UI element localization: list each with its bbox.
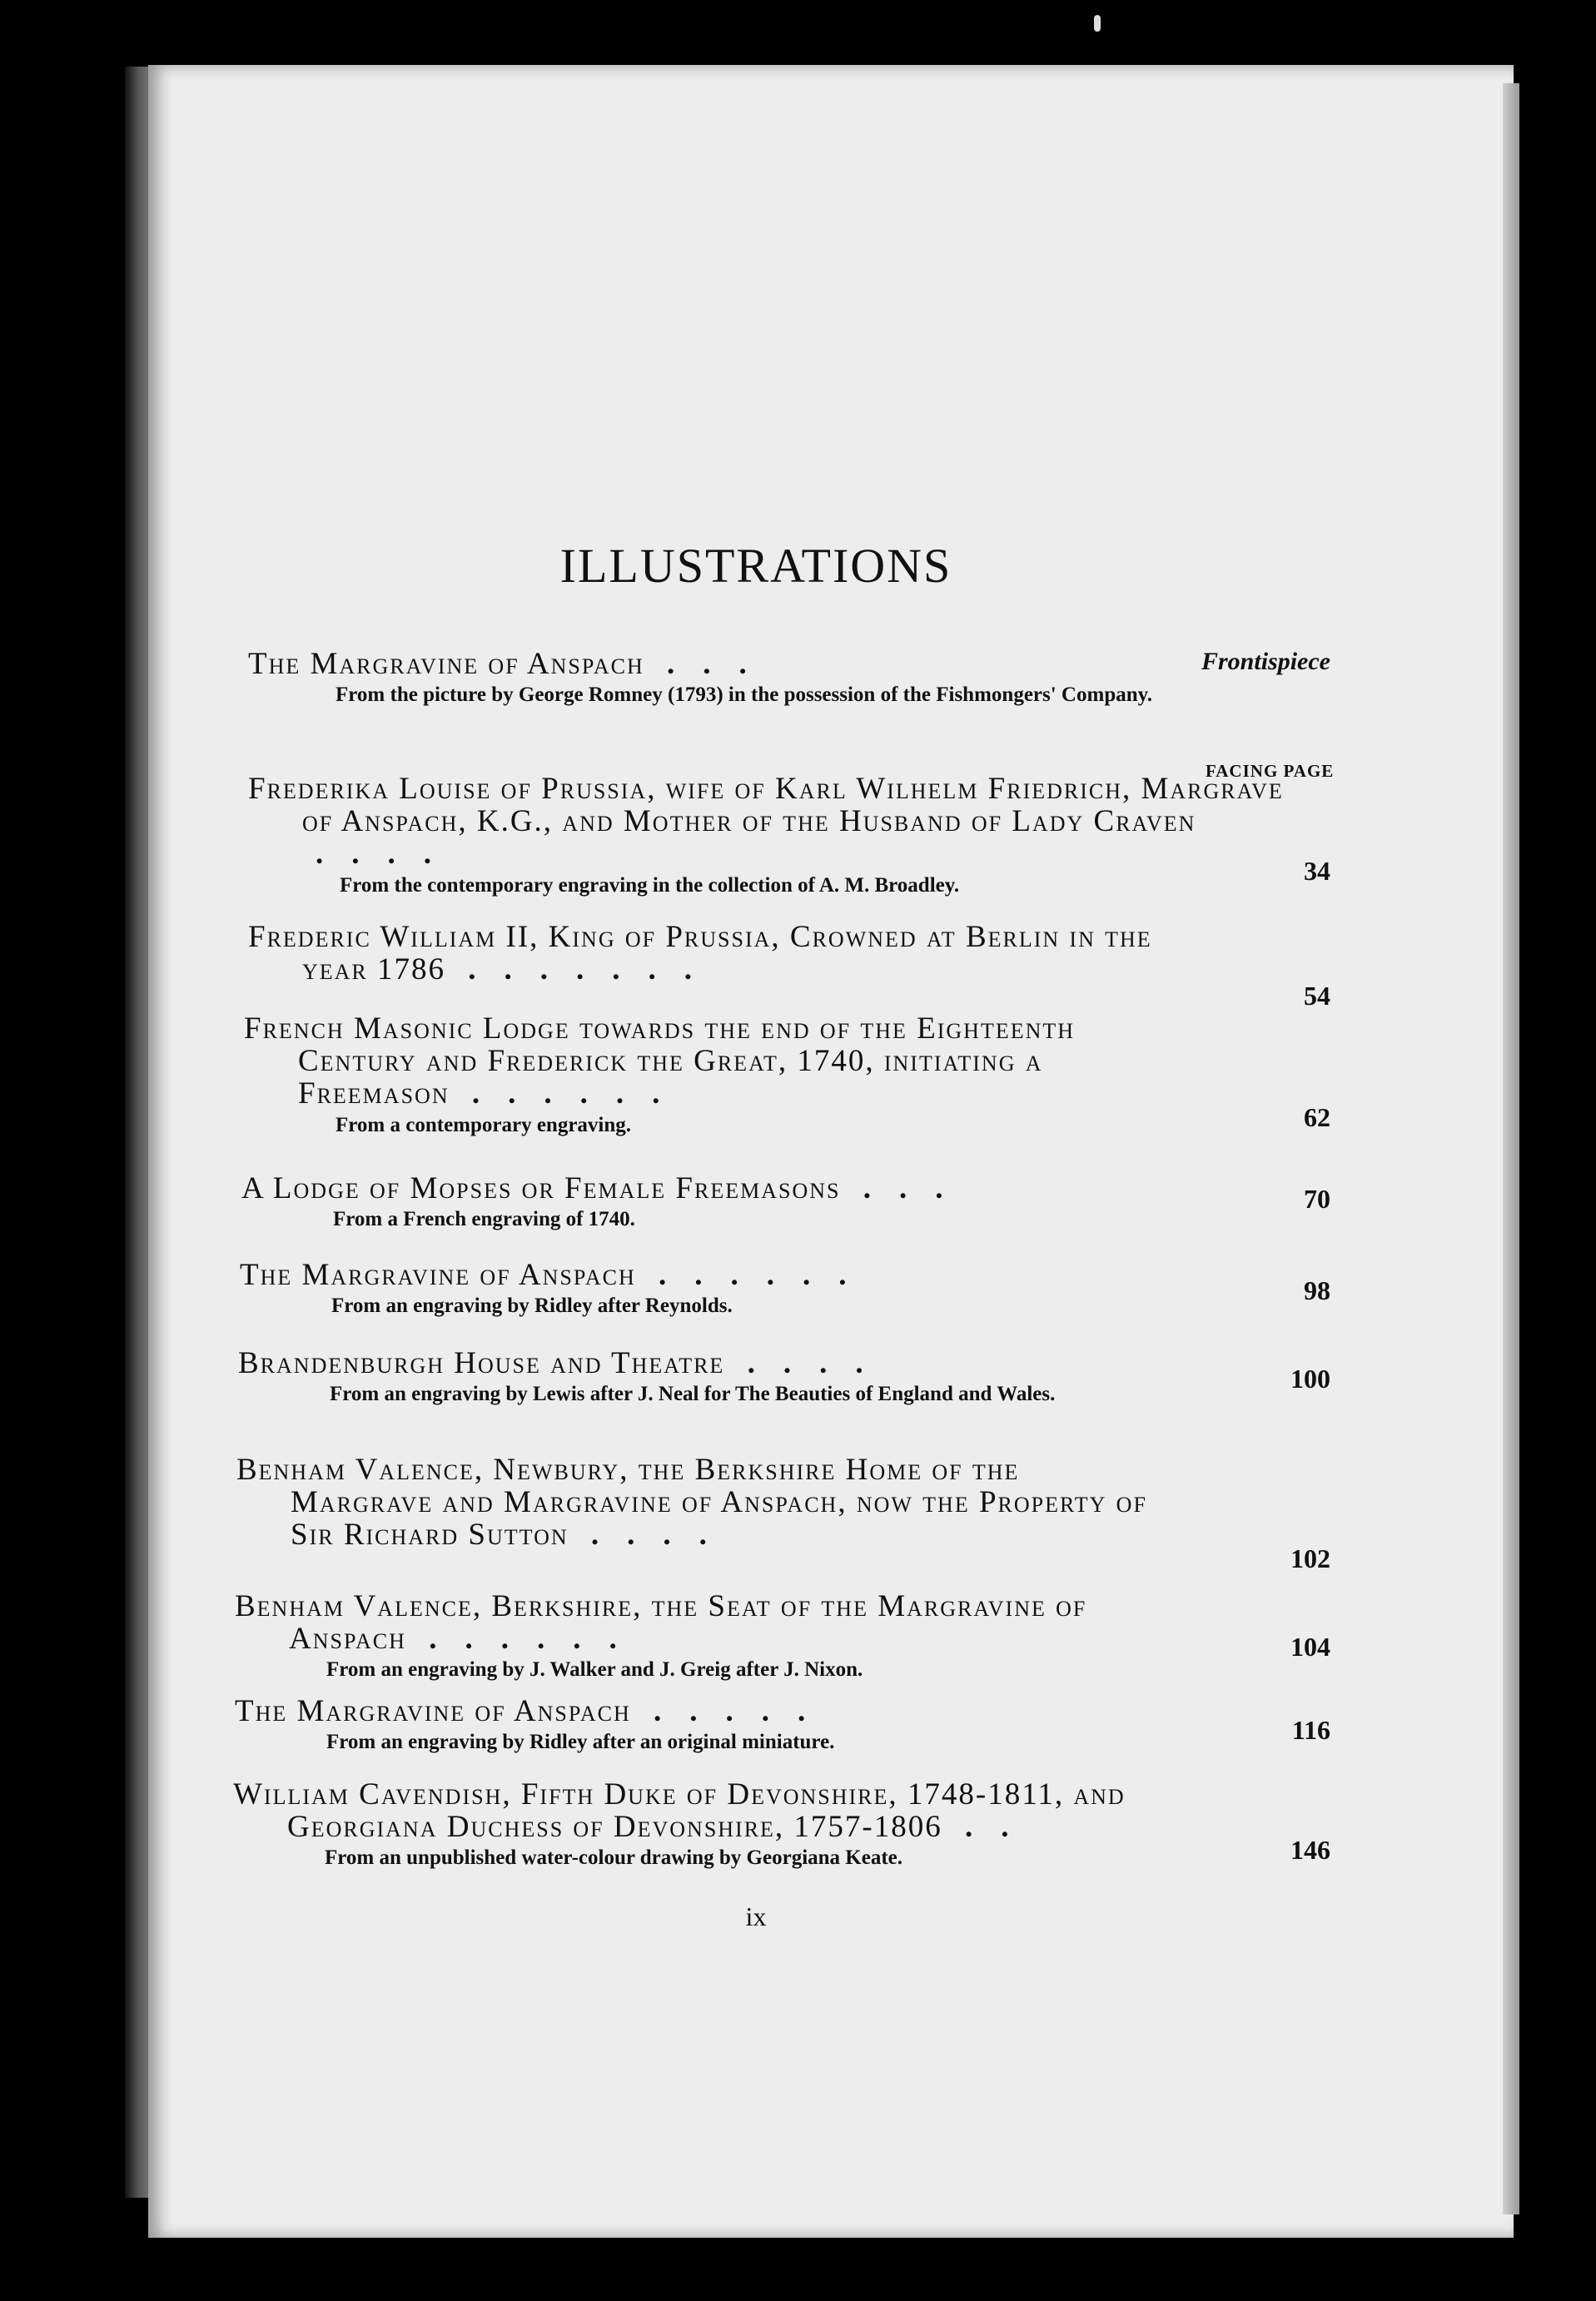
leader-dots: ....	[590, 1518, 735, 1553]
leader-dots: ......	[659, 1258, 875, 1292]
entry-title	[236, 1454, 1165, 1552]
entry-page: Frontispiece	[1201, 648, 1330, 675]
facing-page-label: FACING PAGE	[1206, 761, 1335, 781]
page-edge	[1503, 83, 1519, 2214]
illustration-entry	[236, 1453, 1330, 1573]
leader-dots: .....	[654, 1694, 834, 1728]
illustration-entry	[238, 1347, 1330, 1406]
entry-page: 54	[1304, 981, 1330, 1011]
illustration-entry	[235, 1695, 1330, 1754]
leader-dots: ..	[965, 1810, 1037, 1845]
entry-title	[241, 1172, 1330, 1205]
entry-note: From an engraving by J. Walker and J. Greig after J. Nixon.	[326, 1658, 863, 1682]
illustration-entry	[241, 1172, 1330, 1231]
entry-title-text: Brandenburgh House and Theatre	[238, 1346, 725, 1380]
entry-note: From an unpublished water-colour drawing by Georgiana Keate.	[325, 1846, 903, 1870]
entry-page: 62	[1304, 1102, 1330, 1132]
entry-title-text: The Margravine of Anspach	[235, 1694, 631, 1728]
entry-title-text: Benham Valence, Newbury, the Berkshire Home of the Margrave and Margravine of Anspach, now the Property of Sir Richard Sutton	[236, 1453, 1147, 1553]
illustration-entry	[240, 1259, 1330, 1318]
entry-title-text: Benham Valence, Berkshire, the Seat of the Margravine of Anspach	[235, 1589, 1087, 1657]
entry-page: 146	[1290, 1835, 1330, 1865]
illustration-entry	[235, 1590, 1330, 1682]
entry-title	[235, 1695, 1330, 1727]
page-title: ILLUSTRATIONS	[559, 539, 952, 593]
entry-page: 102	[1290, 1543, 1330, 1573]
leader-dots: ......	[429, 1622, 645, 1657]
entry-title-text: The Margravine of Anspach	[240, 1258, 636, 1292]
scan-speck	[1094, 15, 1101, 32]
leader-dots: ......	[471, 1076, 689, 1111]
entry-note: From a French engraving of 1740.	[333, 1208, 635, 1231]
entry-title	[240, 1259, 1330, 1291]
entry-title	[248, 921, 1185, 986]
leader-dots: ....	[747, 1346, 892, 1380]
leader-dots: .......	[468, 952, 721, 987]
entry-title	[233, 1778, 1170, 1843]
illustration-entry	[244, 1012, 1330, 1137]
entry-note: From an engraving by Ridley after an original miniature.	[326, 1731, 835, 1754]
entry-title	[238, 1347, 1330, 1379]
entry-note: From an engraving by Ridley after Reynolds.	[331, 1295, 733, 1318]
entry-page: 70	[1304, 1184, 1330, 1214]
entry-title	[248, 773, 1293, 871]
entry-title-text: William Cavendish, Fifth Duke of Devonshire, 1748-1811, and Georgiana Duchess of Devonshire, 1757-1806	[233, 1777, 1126, 1845]
page-number: ix	[745, 1901, 767, 1931]
entry-title-text: A Lodge of Mopses or Female Freemasons	[241, 1171, 841, 1205]
illustration-entry	[248, 920, 1330, 1011]
entry-title-text: The Margravine of Anspach	[248, 647, 644, 681]
illustration-entry	[248, 773, 1330, 897]
entry-note: From the picture by George Romney (1793) in the possession of the Fishmongers' Company.	[336, 683, 1152, 707]
entry-title	[235, 1590, 1171, 1655]
entry-title-text: Frederika Louise of Prussia, wife of Karl Wilhelm Friedrich, Margrave of Anspach, K.G., and Mother of the Husband of Lady Craven	[248, 772, 1284, 839]
entry-page: 100	[1290, 1364, 1330, 1394]
entry-page: 98	[1304, 1275, 1330, 1305]
illustration-entry	[233, 1778, 1330, 1870]
entry-title-text: Frederic William II, King of Prussia, Crowned at Berlin in the year 1786	[248, 920, 1152, 987]
entry-note: From an engraving by Lewis after J. Neal for The Beauties of England and Wales.	[330, 1383, 1056, 1406]
entry-title	[248, 648, 1330, 680]
book-page	[148, 65, 1514, 2238]
leader-dots: ...	[863, 1171, 972, 1205]
leader-dots: ...	[667, 647, 775, 681]
entry-page: 34	[1304, 856, 1330, 886]
leader-dots: ....	[316, 837, 460, 872]
entry-note: From the contemporary engraving in the collection of A. M. Broadley.	[340, 873, 960, 897]
entry-title	[244, 1012, 1197, 1111]
entry-page: 116	[1291, 1715, 1330, 1745]
illustration-entry	[248, 648, 1330, 707]
entry-page: 104	[1290, 1632, 1330, 1662]
entry-title-text: French Masonic Lodge towards the end of the Eighteenth Century and Frederick the Great, 1740, initiating a Freemason	[244, 1011, 1076, 1111]
entry-note: From a contemporary engraving.	[336, 1113, 632, 1136]
